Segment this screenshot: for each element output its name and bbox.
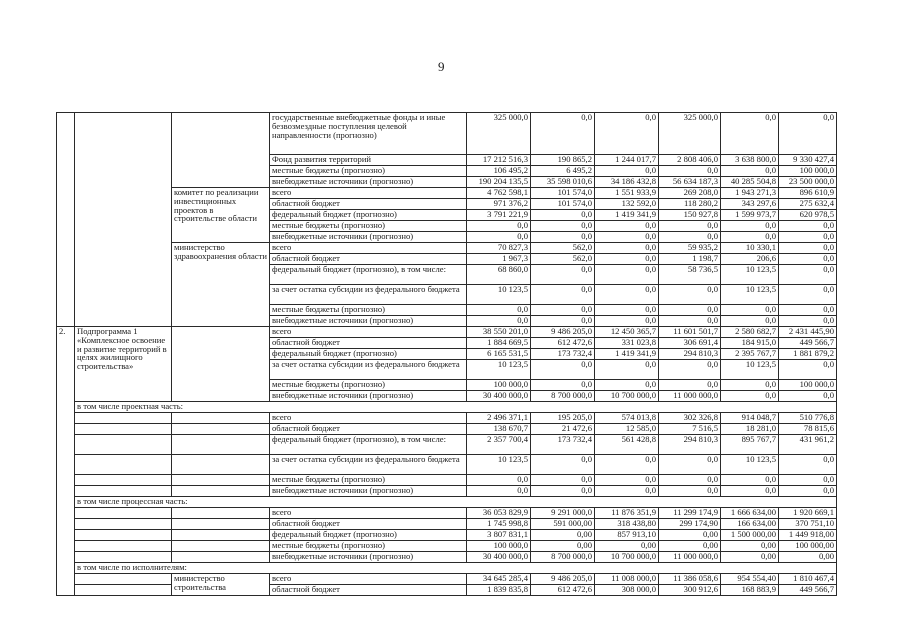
- table-row: [57, 435, 837, 455]
- amount-cell: 1 810 467,4: [779, 574, 837, 585]
- amount-cell: 0,0: [779, 113, 837, 155]
- amount-cell: 325 000,0: [659, 113, 721, 155]
- amount-cell: 2 395 767,7: [721, 349, 779, 360]
- table-row: [57, 486, 837, 497]
- amount-cell: 11 876 351,9: [595, 508, 659, 519]
- table-row: [57, 563, 837, 574]
- amount-cell: 10 330,1: [721, 243, 779, 254]
- funding-source-cell: местные бюджеты (прогнозно): [270, 166, 467, 177]
- programme-cell-empty: [75, 424, 172, 435]
- amount-cell: 1 745 998,8: [467, 519, 531, 530]
- amount-cell: 4 762 598,1: [467, 188, 531, 199]
- amount-cell: 0,0: [595, 285, 659, 305]
- executor-cell-empty: [172, 530, 270, 541]
- amount-cell: 9 486 205,0: [531, 327, 595, 338]
- programme-cell-empty: [75, 585, 172, 596]
- amount-cell: 9 486 205,0: [531, 574, 595, 585]
- amount-cell: 10 123,5: [721, 455, 779, 475]
- amount-cell: 300 912,6: [659, 585, 721, 596]
- table-row: [57, 455, 837, 475]
- row-number-cell: 2.: [57, 327, 75, 596]
- amount-cell: 302 326,8: [659, 413, 721, 424]
- amount-cell: 0,0: [467, 232, 531, 243]
- amount-cell: 195 205,0: [531, 413, 595, 424]
- funding-source-cell: внебюджетные источники (прогнозно): [270, 486, 467, 497]
- amount-cell: 269 208,0: [659, 188, 721, 199]
- amount-cell: 30 400 000,0: [467, 391, 531, 402]
- amount-cell: 0,0: [595, 316, 659, 327]
- amount-cell: 299 174,90: [659, 519, 721, 530]
- funding-source-cell: федеральный бюджет (прогнозно): [270, 530, 467, 541]
- executor-cell-empty: [172, 541, 270, 552]
- funding-source-cell: областной бюджет: [270, 519, 467, 530]
- amount-cell: 70 827,3: [467, 243, 531, 254]
- amount-cell: 12 450 365,7: [595, 327, 659, 338]
- funding-source-cell: всего: [270, 508, 467, 519]
- amount-cell: 294 810,3: [659, 349, 721, 360]
- amount-cell: 138 670,7: [467, 424, 531, 435]
- amount-cell: 0,00: [721, 552, 779, 563]
- table-row: [57, 541, 837, 552]
- amount-cell: 0,0: [595, 166, 659, 177]
- amount-cell: 896 610,9: [779, 188, 837, 199]
- amount-cell: 914 048,7: [721, 413, 779, 424]
- amount-cell: 0,0: [779, 254, 837, 265]
- amount-cell: 0,00: [721, 541, 779, 552]
- amount-cell: 0,0: [595, 232, 659, 243]
- executor-cell-empty: [172, 519, 270, 530]
- funding-source-cell: местные бюджеты (прогнозно): [270, 541, 467, 552]
- amount-cell: 0,0: [659, 221, 721, 232]
- section-label: в том числе проектная часть:: [75, 402, 837, 413]
- amount-cell: 11 008 000,0: [595, 574, 659, 585]
- amount-cell: 10 123,5: [467, 360, 531, 380]
- amount-cell: 0,0: [659, 316, 721, 327]
- table-row: [57, 574, 837, 585]
- amount-cell: 0,0: [531, 265, 595, 285]
- executor-cell-empty: [172, 486, 270, 497]
- amount-cell: 0,0: [721, 316, 779, 327]
- amount-cell: 971 376,2: [467, 199, 531, 210]
- amount-cell: 562,0: [531, 254, 595, 265]
- amount-cell: 0,0: [467, 316, 531, 327]
- amount-cell: 30 400 000,0: [467, 552, 531, 563]
- table-row: [57, 402, 837, 413]
- amount-cell: 0,0: [531, 475, 595, 486]
- amount-cell: 857 913,10: [595, 530, 659, 541]
- amount-cell: 10 123,5: [467, 455, 531, 475]
- amount-cell: 100 000,0: [779, 380, 837, 391]
- amount-cell: 206,6: [721, 254, 779, 265]
- programme-cell-empty: [75, 486, 172, 497]
- amount-cell: 2 431 445,90: [779, 327, 837, 338]
- funding-source-cell: Фонд развития территорий: [270, 155, 467, 166]
- funding-source-cell: федеральный бюджет (прогнозно), в том числе:: [270, 435, 467, 455]
- section-label: в том числе по исполнителям:: [75, 563, 837, 574]
- amount-cell: 1 599 973,7: [721, 210, 779, 221]
- amount-cell: 0,0: [467, 475, 531, 486]
- table-row: [57, 475, 837, 486]
- amount-cell: 562,0: [531, 243, 595, 254]
- amount-cell: 21 472,6: [531, 424, 595, 435]
- funding-source-cell: внебюджетные источники (прогнозно): [270, 232, 467, 243]
- amount-cell: 0,0: [595, 475, 659, 486]
- amount-cell: 68 860,0: [467, 265, 531, 285]
- table-row: [57, 519, 837, 530]
- amount-cell: 0,0: [595, 380, 659, 391]
- amount-cell: 0,0: [721, 113, 779, 155]
- programme-cell-empty: [75, 435, 172, 455]
- funding-source-cell: за счет остатка субсидии из федерального бюджета: [270, 285, 467, 305]
- amount-cell: 0,0: [595, 243, 659, 254]
- funding-source-cell: областной бюджет: [270, 254, 467, 265]
- amount-cell: 0,0: [595, 113, 659, 155]
- amount-cell: 173 732,4: [531, 435, 595, 455]
- funding-source-cell: внебюджетные источники (прогнозно): [270, 177, 467, 188]
- amount-cell: 1 920 669,1: [779, 508, 837, 519]
- table-row: [57, 188, 837, 199]
- funding-source-cell: всего: [270, 574, 467, 585]
- amount-cell: 0,0: [721, 391, 779, 402]
- amount-cell: 0,0: [721, 232, 779, 243]
- programme-cell: Подпрограмма 1 «Комплексное освоение и развитие территорий в целях жилищного строительства»: [75, 327, 172, 402]
- amount-cell: 0,0: [659, 475, 721, 486]
- funding-source-cell: внебюджетные источники (прогнозно): [270, 552, 467, 563]
- executor-cell: министерство строительства: [172, 574, 270, 596]
- amount-cell: 0,0: [659, 285, 721, 305]
- row-number-cell: [57, 113, 75, 327]
- executor-cell: [172, 327, 270, 402]
- programme-cell-empty: [75, 541, 172, 552]
- amount-cell: 1 881 879,2: [779, 349, 837, 360]
- amount-cell: 0,0: [721, 486, 779, 497]
- amount-cell: 34 186 432,8: [595, 177, 659, 188]
- amount-cell: 1 967,3: [467, 254, 531, 265]
- amount-cell: 0,0: [595, 265, 659, 285]
- amount-cell: 0,0: [779, 486, 837, 497]
- amount-cell: 11 299 174,9: [659, 508, 721, 519]
- amount-cell: 36 053 829,9: [467, 508, 531, 519]
- amount-cell: 9 291 000,0: [531, 508, 595, 519]
- amount-cell: 0,0: [779, 475, 837, 486]
- amount-cell: 11 000 000,0: [659, 391, 721, 402]
- funding-source-cell: всего: [270, 188, 467, 199]
- amount-cell: 3 791 221,9: [467, 210, 531, 221]
- amount-cell: 620 978,5: [779, 210, 837, 221]
- executor-cell-empty: [172, 455, 270, 475]
- amount-cell: 954 554,40: [721, 574, 779, 585]
- amount-cell: 23 500 000,0: [779, 177, 837, 188]
- amount-cell: 0,0: [659, 455, 721, 475]
- amount-cell: 101 574,0: [531, 199, 595, 210]
- programme-cell-empty: [75, 475, 172, 486]
- funding-source-cell: местные бюджеты (прогнозно): [270, 221, 467, 232]
- amount-cell: 0,0: [531, 316, 595, 327]
- funding-source-cell: всего: [270, 413, 467, 424]
- amount-cell: 0,0: [779, 360, 837, 380]
- amount-cell: 1 198,7: [659, 254, 721, 265]
- funding-source-cell: внебюджетные источники (прогнозно): [270, 316, 467, 327]
- table-row: [57, 508, 837, 519]
- amount-cell: 8 700 000,0: [531, 552, 595, 563]
- amount-cell: 325 000,0: [467, 113, 531, 155]
- executor-cell-empty: [172, 424, 270, 435]
- amount-cell: 10 700 000,0: [595, 552, 659, 563]
- amount-cell: 0,0: [531, 455, 595, 475]
- amount-cell: 294 810,3: [659, 435, 721, 455]
- amount-cell: 275 632,4: [779, 199, 837, 210]
- amount-cell: 0,0: [721, 166, 779, 177]
- page-number: 9: [438, 59, 445, 74]
- executor-cell-empty: [172, 435, 270, 455]
- table-row: [57, 327, 837, 338]
- funding-source-cell: местные бюджеты (прогнозно): [270, 305, 467, 316]
- amount-cell: 0,0: [531, 380, 595, 391]
- amount-cell: 0,0: [659, 166, 721, 177]
- amount-cell: 101 574,0: [531, 188, 595, 199]
- amount-cell: 11 386 058,6: [659, 574, 721, 585]
- programme-cell-empty: [75, 519, 172, 530]
- funding-source-cell: федеральный бюджет (прогнозно): [270, 349, 467, 360]
- executor-cell-empty: [172, 552, 270, 563]
- funding-source-cell: областной бюджет: [270, 424, 467, 435]
- table-row: [57, 243, 837, 254]
- amount-cell: 0,0: [659, 305, 721, 316]
- amount-cell: 0,0: [659, 486, 721, 497]
- amount-cell: 561 428,8: [595, 435, 659, 455]
- amount-cell: 38 550 201,0: [467, 327, 531, 338]
- programme-cell-empty: [75, 530, 172, 541]
- amount-cell: 2 496 371,1: [467, 413, 531, 424]
- amount-cell: 17 212 516,3: [467, 155, 531, 166]
- budget-table: [56, 112, 837, 596]
- amount-cell: 6 165 531,5: [467, 349, 531, 360]
- executor-cell-empty: [172, 475, 270, 486]
- amount-cell: 0,00: [531, 530, 595, 541]
- amount-cell: 0,0: [531, 360, 595, 380]
- amount-cell: 0,0: [531, 285, 595, 305]
- amount-cell: 0,0: [779, 316, 837, 327]
- executor-cell-empty: [172, 413, 270, 424]
- amount-cell: 40 285 504,8: [721, 177, 779, 188]
- amount-cell: 59 935,2: [659, 243, 721, 254]
- amount-cell: 0,0: [779, 455, 837, 475]
- amount-cell: 0,0: [659, 232, 721, 243]
- amount-cell: 0,00: [659, 530, 721, 541]
- amount-cell: 1 551 933,9: [595, 188, 659, 199]
- amount-cell: 10 123,5: [721, 265, 779, 285]
- amount-cell: 0,00: [659, 541, 721, 552]
- amount-cell: 318 438,80: [595, 519, 659, 530]
- amount-cell: 0,0: [531, 232, 595, 243]
- amount-cell: 1 449 918,00: [779, 530, 837, 541]
- funding-source-cell: областной бюджет: [270, 338, 467, 349]
- amount-cell: 0,0: [467, 221, 531, 232]
- amount-cell: 591 000,00: [531, 519, 595, 530]
- amount-cell: 190 865,2: [531, 155, 595, 166]
- programme-cell-empty: [75, 508, 172, 519]
- amount-cell: 1 943 271,3: [721, 188, 779, 199]
- amount-cell: 1 419 341,9: [595, 210, 659, 221]
- funding-source-cell: областной бюджет: [270, 199, 467, 210]
- amount-cell: 0,0: [595, 455, 659, 475]
- funding-source-cell: местные бюджеты (прогнозно): [270, 475, 467, 486]
- executor-cell: [172, 113, 270, 188]
- amount-cell: 0,0: [531, 113, 595, 155]
- amount-cell: 0,0: [659, 360, 721, 380]
- amount-cell: 0,0: [531, 221, 595, 232]
- table-row: [57, 413, 837, 424]
- amount-cell: 3 807 831,1: [467, 530, 531, 541]
- amount-cell: 166 634,00: [721, 519, 779, 530]
- table-row: [57, 530, 837, 541]
- amount-cell: 106 495,2: [467, 166, 531, 177]
- amount-cell: 0,0: [779, 305, 837, 316]
- amount-cell: 0,0: [595, 254, 659, 265]
- amount-cell: 118 280,2: [659, 199, 721, 210]
- amount-cell: 0,0: [721, 475, 779, 486]
- amount-cell: 1 666 634,00: [721, 508, 779, 519]
- amount-cell: 308 000,0: [595, 585, 659, 596]
- amount-cell: 11 000 000,0: [659, 552, 721, 563]
- amount-cell: 0,0: [779, 285, 837, 305]
- amount-cell: 0,0: [659, 380, 721, 391]
- amount-cell: 8 700 000,0: [531, 391, 595, 402]
- amount-cell: 168 883,9: [721, 585, 779, 596]
- amount-cell: 0,0: [531, 305, 595, 316]
- amount-cell: 0,00: [531, 541, 595, 552]
- amount-cell: 1 244 017,7: [595, 155, 659, 166]
- amount-cell: 0,0: [779, 232, 837, 243]
- funding-source-cell: всего: [270, 327, 467, 338]
- amount-cell: 150 927,8: [659, 210, 721, 221]
- amount-cell: 100 000,0: [467, 541, 531, 552]
- amount-cell: 11 601 501,7: [659, 327, 721, 338]
- amount-cell: 449 566,7: [779, 585, 837, 596]
- executor-cell: комитет по реализации инвестиционных проектов в строительстве области: [172, 188, 270, 243]
- amount-cell: 100 000,00: [779, 541, 837, 552]
- amount-cell: 58 736,5: [659, 265, 721, 285]
- amount-cell: 612 472,6: [531, 338, 595, 349]
- amount-cell: 132 592,0: [595, 199, 659, 210]
- section-label: в том числе процессная часть:: [75, 497, 837, 508]
- amount-cell: 0,0: [595, 360, 659, 380]
- executor-cell: министерство здравоохранения области: [172, 243, 270, 327]
- amount-cell: 331 023,8: [595, 338, 659, 349]
- amount-cell: 35 598 010,6: [531, 177, 595, 188]
- amount-cell: 0,0: [467, 486, 531, 497]
- amount-cell: 0,0: [779, 391, 837, 402]
- amount-cell: 431 961,2: [779, 435, 837, 455]
- amount-cell: 78 815,6: [779, 424, 837, 435]
- funding-source-cell: государственные внебюджетные фонды и иные безвозмездные поступления целевой направленности (прогнозно): [270, 113, 467, 155]
- funding-source-cell: областной бюджет: [270, 585, 467, 596]
- amount-cell: 2 357 700,4: [467, 435, 531, 455]
- amount-cell: 18 281,0: [721, 424, 779, 435]
- amount-cell: 184 915,0: [721, 338, 779, 349]
- amount-cell: 510 776,8: [779, 413, 837, 424]
- funding-source-cell: федеральный бюджет (прогнозно): [270, 210, 467, 221]
- amount-cell: 10 123,5: [467, 285, 531, 305]
- amount-cell: 449 566,7: [779, 338, 837, 349]
- table-row: [57, 552, 837, 563]
- amount-cell: 0,0: [595, 486, 659, 497]
- programme-cell-empty: [75, 552, 172, 563]
- amount-cell: 100 000,0: [779, 166, 837, 177]
- table-row: [57, 113, 837, 155]
- amount-cell: 100 000,0: [467, 380, 531, 391]
- amount-cell: 0,0: [595, 221, 659, 232]
- amount-cell: 574 013,8: [595, 413, 659, 424]
- amount-cell: 1 500 000,00: [721, 530, 779, 541]
- amount-cell: 612 472,6: [531, 585, 595, 596]
- table-row: [57, 424, 837, 435]
- table-row: [57, 497, 837, 508]
- amount-cell: 1 419 341,9: [595, 349, 659, 360]
- amount-cell: 6 495,2: [531, 166, 595, 177]
- amount-cell: 0,0: [467, 305, 531, 316]
- amount-cell: 0,00: [779, 552, 837, 563]
- programme-cell-empty: [75, 413, 172, 424]
- funding-source-cell: местные бюджеты (прогнозно): [270, 380, 467, 391]
- funding-source-cell: внебюджетные источники (прогнозно): [270, 391, 467, 402]
- amount-cell: 0,0: [779, 243, 837, 254]
- programme-cell: [75, 113, 172, 327]
- amount-cell: 0,00: [595, 541, 659, 552]
- amount-cell: 0,0: [531, 486, 595, 497]
- amount-cell: 0,0: [779, 265, 837, 285]
- amount-cell: 370 751,10: [779, 519, 837, 530]
- amount-cell: 0,0: [721, 380, 779, 391]
- amount-cell: 0,0: [721, 221, 779, 232]
- amount-cell: 34 645 285,4: [467, 574, 531, 585]
- amount-cell: 0,0: [779, 221, 837, 232]
- funding-source-cell: всего: [270, 243, 467, 254]
- amount-cell: 0,0: [721, 305, 779, 316]
- programme-cell-empty: [75, 455, 172, 475]
- amount-cell: 190 204 135,5: [467, 177, 531, 188]
- amount-cell: 56 634 187,3: [659, 177, 721, 188]
- amount-cell: 2 808 406,0: [659, 155, 721, 166]
- amount-cell: 2 580 682,7: [721, 327, 779, 338]
- funding-source-cell: за счет остатка субсидии из федерального бюджета: [270, 455, 467, 475]
- amount-cell: 10 123,5: [721, 285, 779, 305]
- amount-cell: 306 691,4: [659, 338, 721, 349]
- amount-cell: 343 297,6: [721, 199, 779, 210]
- amount-cell: 895 767,7: [721, 435, 779, 455]
- executor-cell-empty: [172, 508, 270, 519]
- amount-cell: 173 732,4: [531, 349, 595, 360]
- amount-cell: 1 839 835,8: [467, 585, 531, 596]
- amount-cell: 9 330 427,4: [779, 155, 837, 166]
- amount-cell: 7 516,5: [659, 424, 721, 435]
- amount-cell: 0,0: [531, 210, 595, 221]
- amount-cell: 10 123,5: [721, 360, 779, 380]
- amount-cell: 12 585,0: [595, 424, 659, 435]
- funding-source-cell: федеральный бюджет (прогнозно), в том числе:: [270, 265, 467, 285]
- funding-source-cell: за счет остатка субсидии из федерального бюджета: [270, 360, 467, 380]
- amount-cell: 1 884 669,5: [467, 338, 531, 349]
- amount-cell: 3 638 800,0: [721, 155, 779, 166]
- amount-cell: 10 700 000,0: [595, 391, 659, 402]
- programme-cell-empty: [75, 574, 172, 585]
- amount-cell: 0,0: [595, 305, 659, 316]
